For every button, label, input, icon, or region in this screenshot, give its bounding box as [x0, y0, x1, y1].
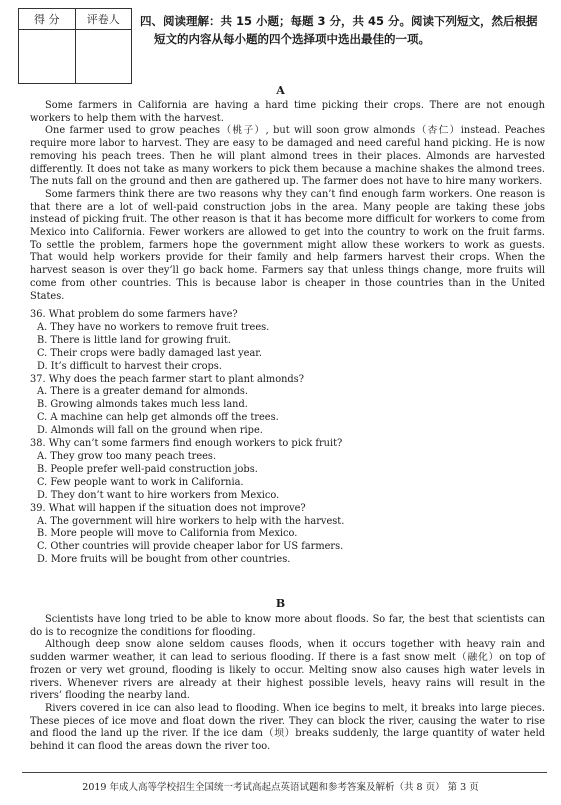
- answer-option[interactable]: C. Their crops were badly damaged last year.: [37, 347, 263, 359]
- instructions-line-1: 四、阅读理解：共 15 小题；每题 3 分，共 45 分。阅读下列短文，然后根据: [140, 14, 538, 28]
- answer-option[interactable]: A. There is a greater demand for almonds.: [37, 386, 248, 398]
- question-stem: 36. What problem do some farmers have?: [30, 309, 238, 320]
- section-b-title: B: [275, 597, 286, 610]
- passage-a-paragraph: Some farmers think there are two reasons why they can’t find enough farm workers. One reason is that there are a lot of well-paid construction jobs in the area. Many people are taking these jobs instead of picking fruit. The other reason is that it has become more difficult for workers to come from Mexico into California. Fewer workers are allowed to get into the country to work on the fruit farms. To settle the problem, farmers hope the government might allow these workers to work as guests. That would help workers provide for their family and help farmers harvest their crops. When the harvest season is over they’ll go back home. Farmers say that unless things change, more fruits will come from other countries. This is because labor is cheaper in those countries than in the United States.: [30, 188, 545, 302]
- answer-option[interactable]: D. They don’t want to hire workers from Mexico.: [37, 489, 280, 501]
- answer-option[interactable]: C. A machine can help get almonds off the trees.: [37, 412, 279, 424]
- answer-option[interactable]: D. Almonds will fall on the ground when ripe.: [37, 425, 263, 437]
- question: [30, 374, 545, 439]
- question-list: [30, 309, 545, 567]
- question-stem: 38. Why can’t some farmers find enough workers to pick fruit?: [30, 438, 343, 450]
- answer-option[interactable]: D. It’s difficult to harvest their crops.: [37, 360, 222, 372]
- grader-label: 评卷人: [75, 9, 132, 29]
- passage-b-paragraph: Rivers covered in ice can also lead to flooding. When ice begins to melt, it breaks into large pieces. These pieces of ice move and float down the river. They can block the river, causing the water to rise and flood the land up the river. If the ice dam（坝）breaks suddenly, the large quantity of water held behind it can flood the areas down the river too.: [30, 702, 545, 753]
- answer-option[interactable]: C. Few people want to work in California.: [37, 476, 244, 488]
- question-stem: 37. Why does the peach farmer start to plant almonds?: [30, 373, 304, 385]
- score-box: [18, 8, 132, 84]
- passage-a-paragraph: One farmer used to grow peaches（桃子）, but will soon grow almonds（杏仁）instead. Peaches require more labor to harvest. They are easy to be damaged and need careful hand picking. He is now removing his peach trees. Then he will plant almond trees in their places. Almonds are harvested differently. It does not take as many workers to pick them because a machine shakes the almond trees. The nuts fall on the ground and then are gathered up. The farmer does not have to hire many workers.: [30, 125, 545, 188]
- question-stem: 39. What will happen if the situation does not improve?: [30, 502, 306, 514]
- answer-option[interactable]: C. Other countries will provide cheaper labor for US farmers.: [37, 541, 344, 553]
- section-a-title: A: [276, 84, 285, 97]
- answer-option[interactable]: B. More people will move to California from Mexico.: [37, 528, 298, 540]
- question: [30, 503, 545, 568]
- answer-option[interactable]: A. They have no workers to remove fruit trees.: [37, 321, 270, 333]
- answer-option[interactable]: D. More fruits will be bought from other countries.: [37, 554, 291, 566]
- score-blank: [19, 30, 75, 83]
- passage-b-paragraph: Although deep snow alone seldom causes floods, when it occurs together with heavy rain and sudden warmer weather, it can lead to serious flooding. If there is a fast snow melt（融化）on top of frozen or very wet ground, flooding is likely to occur. Melting snow also causes high water levels in rivers. Whenever rivers are already at their highest possible levels, heavy rains will result in the rivers’ flooding the nearby land.: [30, 639, 545, 702]
- section-instructions: [140, 12, 548, 48]
- answer-option[interactable]: B. People prefer well-paid construction jobs.: [37, 463, 258, 475]
- answer-option[interactable]: B. There is little land for growing fruit.: [37, 334, 231, 346]
- answer-option[interactable]: B. Growing almonds takes much less land.: [37, 399, 248, 411]
- question: [30, 438, 545, 503]
- instructions-line-2: 短文的内容从每小题的四个选择项中选出最佳的一项。: [154, 32, 430, 46]
- answer-option[interactable]: A. The government will hire workers to help with the harvest.: [37, 515, 345, 527]
- score-label: 得 分: [34, 13, 60, 26]
- answer-option[interactable]: A. They grow too many peach trees.: [37, 450, 217, 462]
- passage-a-paragraph: Some farmers in California are having a hard time picking their crops. There are not enough workers to help them with the harvest.: [30, 100, 545, 124]
- footer-divider: [22, 772, 547, 773]
- page-footer: 2019 年成人高等学校招生全国统一考试高起点英语试题和参考答案及解析（共 8 页） 第 3 页: [82, 782, 479, 793]
- passage-b: [30, 614, 545, 754]
- grader-blank: [75, 30, 132, 83]
- passage-b-paragraph: Scientists have long tried to be able to know more about floods. So far, the best that scientists can do is to recognize the conditions for flooding.: [30, 614, 545, 638]
- question: [30, 309, 545, 374]
- passage-a: [30, 100, 545, 303]
